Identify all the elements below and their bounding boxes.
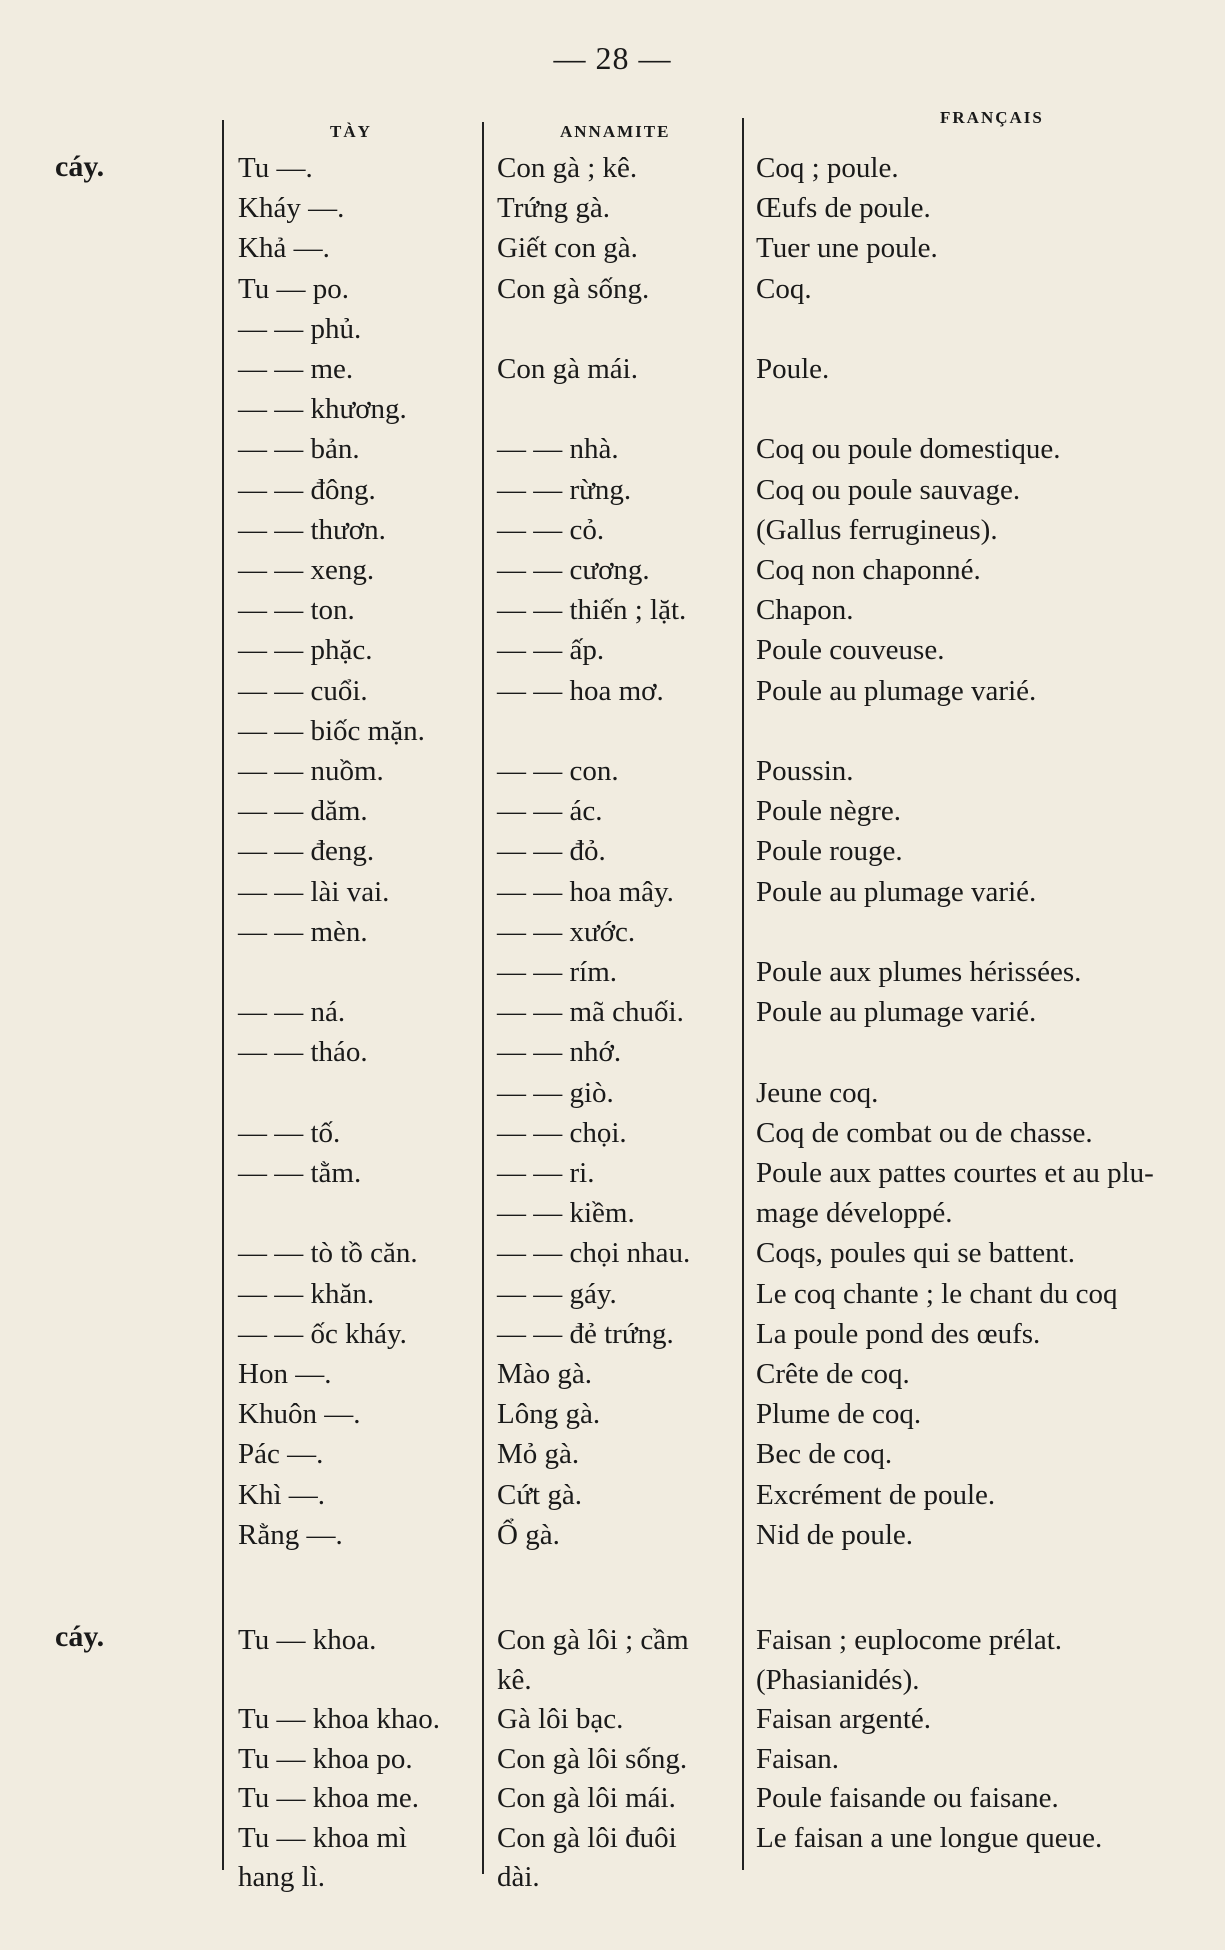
- annamite-cell: Con gà lôi mái.: [497, 1782, 676, 1814]
- french-cell: Poule rouge.: [756, 835, 903, 868]
- annamite-cell: — — nhà.: [497, 433, 619, 466]
- french-cell: Poule.: [756, 353, 830, 385]
- french-cell: Coq non chaponné.: [756, 554, 981, 586]
- tay-cell: Tu —.: [238, 152, 313, 184]
- french-cell: Poule aux plumes hérissées.: [756, 956, 1082, 988]
- annamite-cell: — — chọi.: [497, 1116, 627, 1149]
- annamite-cell: kê.: [497, 1663, 532, 1696]
- annamite-cell: — — đẻ trứng.: [497, 1317, 674, 1350]
- tay-cell: Rằng —.: [238, 1518, 343, 1551]
- annamite-cell: — — chọi nhau.: [497, 1237, 691, 1270]
- tay-cell: — — khăn.: [238, 1277, 375, 1310]
- headword-2: cáy.: [55, 1620, 105, 1653]
- annamite-cell: Cứt gà.: [497, 1478, 582, 1511]
- tay-cell: — — tò tồ căn.: [238, 1237, 418, 1270]
- annamite-cell: Con gà mái.: [497, 353, 638, 385]
- tay-cell: Tu — khoa khao.: [238, 1703, 440, 1735]
- tay-cell: — — tằm.: [238, 1157, 362, 1189]
- column-divider-middle: [482, 122, 484, 1874]
- french-cell: Poule au plumage varié.: [756, 674, 1037, 707]
- annamite-cell: — — ấp.: [497, 634, 605, 667]
- french-cell: (Phasianidés).: [756, 1663, 920, 1696]
- tay-cell: — — ốc kháy.: [238, 1317, 407, 1350]
- annamite-cell: Giết con gà.: [497, 232, 638, 265]
- french-cell: Le faisan a une longue queue.: [756, 1821, 1103, 1854]
- french-cell: Tuer une poule.: [756, 232, 938, 265]
- french-cell: Poule couveuse.: [756, 634, 945, 667]
- column-divider-left: [222, 120, 224, 1870]
- annamite-cell: Mào gà.: [497, 1358, 593, 1390]
- annamite-cell: — — kiềm.: [497, 1197, 635, 1230]
- annamite-cell: — — hoa mây.: [497, 875, 674, 908]
- french-cell: Crête de coq.: [756, 1358, 910, 1390]
- french-cell: Poussin.: [756, 755, 854, 787]
- annamite-cell: — — ri.: [497, 1157, 595, 1189]
- french-cell: Œufs de poule.: [756, 192, 931, 225]
- annamite-cell: Trứng gà.: [497, 192, 610, 225]
- annamite-cell: — — đỏ.: [497, 835, 606, 868]
- french-cell: Bec de coq.: [756, 1438, 893, 1471]
- annamite-cell: Con gà lôi sống.: [497, 1742, 688, 1775]
- annamite-cell: dài.: [497, 1861, 540, 1893]
- annamite-cell: Con gà lôi ; cầm: [497, 1624, 689, 1656]
- annamite-cell: — — con.: [497, 755, 619, 787]
- tay-cell: — — me.: [238, 353, 354, 385]
- annamite-cell: Lông gà.: [497, 1398, 601, 1431]
- french-cell: (Gallus ferrugineus).: [756, 513, 998, 546]
- french-cell: Coq.: [756, 272, 812, 305]
- french-cell: Faisan argenté.: [756, 1703, 932, 1735]
- french-cell: Jeune coq.: [756, 1076, 879, 1109]
- tay-cell: Tu — po.: [238, 272, 349, 305]
- annamite-cell: Mỏ gà.: [497, 1438, 580, 1471]
- french-cell: Poule faisande ou faisane.: [756, 1782, 1059, 1814]
- annamite-cell: Con gà sống.: [497, 272, 650, 305]
- annamite-cell: — — nhớ.: [497, 1036, 622, 1069]
- french-cell: Faisan ; euplocome prélat.: [756, 1624, 1063, 1656]
- french-cell: Poule au plumage varié.: [756, 996, 1037, 1029]
- tay-cell: Khuôn —.: [238, 1398, 361, 1431]
- french-cell: Excrément de poule.: [756, 1478, 996, 1511]
- french-cell: Faisan.: [756, 1742, 839, 1775]
- tay-cell: Tu — khoa po.: [238, 1742, 413, 1775]
- annamite-cell: — — rừng.: [497, 473, 632, 506]
- french-cell: Coq ou poule domestique.: [756, 433, 1061, 466]
- annamite-cell: — — gáy.: [497, 1277, 617, 1310]
- column-header-tay: TÀY: [330, 122, 372, 141]
- tay-cell: Tu — khoa me.: [238, 1782, 419, 1814]
- tay-cell: — — biốc mặn.: [238, 714, 425, 747]
- tay-cell: — — phặc.: [238, 634, 373, 667]
- annamite-cell: Gà lôi bạc.: [497, 1703, 624, 1735]
- annamite-cell: — — cương.: [497, 554, 650, 586]
- column-header-annamite: ANNAMITE: [560, 122, 671, 141]
- french-cell: Coq ; poule.: [756, 152, 899, 184]
- tay-cell: — — xeng.: [238, 554, 375, 586]
- tay-cell: — — tố.: [238, 1116, 341, 1149]
- headword-1: cáy.: [55, 150, 105, 183]
- french-cell: Nid de poule.: [756, 1518, 914, 1551]
- french-cell: Chapon.: [756, 594, 854, 627]
- tay-cell: — — lài vai.: [238, 875, 390, 908]
- tay-cell: hang lì.: [238, 1861, 325, 1893]
- tay-cell: — — nuồm.: [238, 755, 384, 787]
- french-cell: Coq de combat ou de chasse.: [756, 1116, 1093, 1149]
- annamite-cell: Con gà ; kê.: [497, 152, 638, 184]
- tay-cell: — — bản.: [238, 433, 360, 466]
- tay-cell: — — phủ.: [238, 312, 362, 345]
- annamite-cell: — — giò.: [497, 1076, 614, 1109]
- annamite-cell: — — ác.: [497, 795, 603, 828]
- annamite-cell: Ổ gà.: [497, 1518, 560, 1551]
- tay-cell: — — tháo.: [238, 1036, 368, 1069]
- tay-cell: — — mèn.: [238, 915, 368, 948]
- tay-cell: — — khương.: [238, 393, 407, 426]
- annamite-cell: — — hoa mơ.: [497, 674, 664, 707]
- tay-cell: — — cuổi.: [238, 674, 368, 707]
- french-cell: Poule au plumage varié.: [756, 875, 1037, 908]
- french-cell: Coqs, poules qui se battent.: [756, 1237, 1075, 1270]
- french-cell: Poule nègre.: [756, 795, 901, 828]
- tay-cell: — — thươn.: [238, 513, 386, 546]
- tay-cell: — — dăm.: [238, 795, 368, 828]
- annamite-cell: Con gà lôi đuôi: [497, 1821, 677, 1854]
- annamite-cell: — — thiến ; lặt.: [497, 594, 687, 627]
- french-cell: Plume de coq.: [756, 1398, 922, 1431]
- page-number: — 28 —: [553, 40, 672, 76]
- tay-cell: — — ná.: [238, 996, 346, 1029]
- annamite-cell: — — rím.: [497, 956, 618, 988]
- tay-cell: — — đeng.: [238, 835, 375, 868]
- annamite-cell: — — mã chuối.: [497, 996, 684, 1029]
- french-cell: La poule pond des œufs.: [756, 1317, 1041, 1350]
- french-cell: mage développé.: [756, 1197, 953, 1230]
- tay-cell: Hon —.: [238, 1358, 332, 1390]
- tay-cell: Kháy —.: [238, 192, 345, 225]
- tay-cell: Pác —.: [238, 1438, 324, 1471]
- french-cell: Coq ou poule sauvage.: [756, 473, 1021, 506]
- annamite-cell: — — xước.: [497, 915, 636, 948]
- tay-cell: — — ton.: [238, 594, 355, 627]
- tay-cell: Tu — khoa mì: [238, 1821, 407, 1854]
- tay-cell: Khì —.: [238, 1478, 325, 1511]
- tay-cell: — — đông.: [238, 473, 376, 506]
- french-cell: Le coq chante ; le chant du coq: [756, 1277, 1118, 1310]
- tay-cell: Khả —.: [238, 232, 330, 265]
- tay-cell: Tu — khoa.: [238, 1624, 377, 1656]
- column-header-francais: FRANÇAIS: [940, 108, 1044, 127]
- annamite-cell: — — cỏ.: [497, 513, 605, 546]
- french-cell: Poule aux pattes courtes et au plu-: [756, 1157, 1154, 1189]
- column-divider-right: [742, 118, 744, 1870]
